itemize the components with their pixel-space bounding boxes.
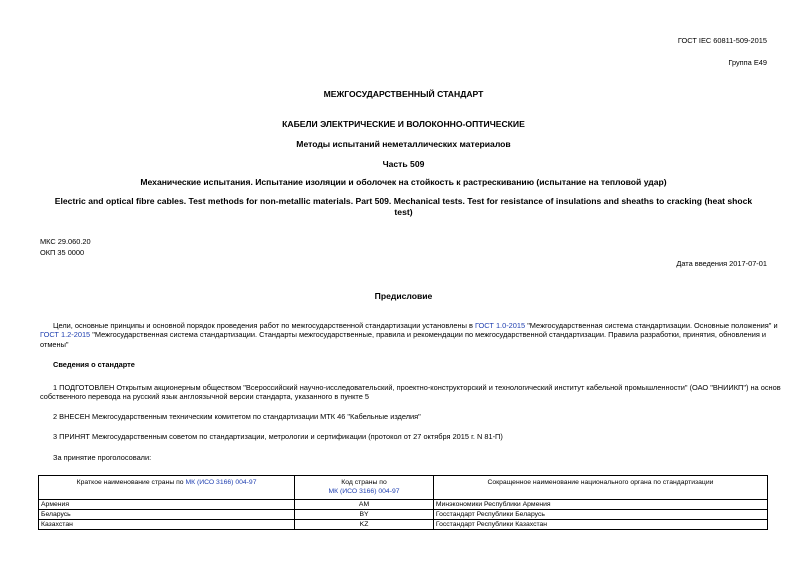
part-number: Часть 509 [382, 159, 425, 169]
doc-id: ГОСТ IEC 60811-509-2015 [677, 36, 767, 45]
states-table [38, 475, 768, 530]
info-heading: Сведения о стандарте [53, 360, 135, 369]
okp-code: ОКП 35 0000 [40, 248, 85, 257]
item2: 2 ВНЕСЕН Межгосударственным техническим комитетом по стандартизации МТК 46 "Кабельные изделия" [53, 412, 421, 421]
column-header-text: Код страны по [341, 479, 387, 486]
mk-iso-link[interactable]: МК (ИСО 3166) 004-97 [328, 488, 400, 495]
part-title: Механические испытания. Испытание изоляции и оболочек на стойкость к растрескиванию (испытание на тепловой удар) [140, 177, 667, 187]
main-title: КАБЕЛИ ЭЛЕКТРИЧЕСКИЕ И ВОЛОКОННО-ОПТИЧЕСКИЕ [282, 119, 525, 129]
table-row [39, 500, 768, 510]
foreword-paragraph-line3: отмены" [40, 340, 69, 349]
table-header-row [39, 476, 768, 500]
item1-line1: 1 ПОДГОТОВЛЕН Открытым акционерным обществом "Всероссийский научно-исследовательский, проектно-конструкторский и технологический институт кабельной промышленности" (ОАО "ВНИИКП") на основ [53, 383, 781, 392]
foreword-text: "Межгосударственная система стандартизации. Основные положения" и [527, 321, 778, 330]
group-code: Группа Е49 [728, 58, 767, 67]
item3: 3 ПРИНЯТ Межгосударственным советом по стандартизации, метрологии и сертификации (протокол от 27 октября 2015 г. N 81-П) [53, 432, 503, 441]
sub-title: Методы испытаний неметаллических материалов [296, 139, 511, 149]
foreword-heading: Предисловие [374, 291, 433, 301]
column-header-country [39, 476, 295, 500]
english-title-line2: test) [394, 207, 413, 217]
body-cell: Минэкономики Республики Армения [433, 500, 767, 510]
intro-date: Дата введения 2017-07-01 [676, 259, 767, 268]
foreword-text: "Межгосударственная система стандартизации. Стандарты межгосударственные, правила и рекомендации по межгосударственной стандартизации. Правила разработки, принятия, обновления и [92, 330, 767, 339]
foreword-paragraph-line1 [53, 321, 778, 330]
country-cell: Армения [39, 500, 295, 510]
code-cell: AM [295, 500, 434, 510]
country-cell: Беларусь [39, 510, 295, 520]
foreword-text: Цели, основные принципы и основной порядок проведения работ по межгосударственной стандартизации установлены в [53, 321, 473, 330]
mks-code: МКС 29.060.20 [40, 237, 91, 246]
body-cell: Госстандарт Республики Беларусь [433, 510, 767, 520]
column-header-text: Краткое наименование страны по [76, 479, 184, 486]
table-row [39, 510, 768, 520]
body-cell: Госстандарт Республики Казахстан [433, 520, 767, 530]
gost-1-0-link[interactable]: ГОСТ 1.0-2015 [474, 321, 526, 330]
country-cell: Казахстан [39, 520, 295, 530]
table-row [39, 520, 768, 530]
code-cell: KZ [295, 520, 434, 530]
foreword-paragraph-line2 [40, 330, 766, 339]
voted-label: За принятие проголосовали: [53, 453, 152, 462]
gost-1-2-link[interactable]: ГОСТ 1.2-2015 [40, 330, 91, 339]
column-header-code [295, 476, 434, 500]
code-cell: BY [295, 510, 434, 520]
item1-line2: собственного перевода на русский язык англоязычной версии стандарта, указанного в пункте 5 [40, 392, 369, 401]
english-title-line1: Electric and optical fibre cables. Test methods for non-metallic materials. Part 509. Mechanical tests. Test for resistance of insulations and sheaths to cracking (heat shock [54, 196, 753, 206]
mk-iso-link[interactable]: МК (ИСО 3166) 004-97 [185, 479, 257, 486]
interstate-title: МЕЖГОСУДАРСТВЕННЫЙ СТАНДАРТ [323, 89, 484, 99]
column-header-body: Сокращенное наименование национального органа по стандартизации [433, 476, 767, 500]
